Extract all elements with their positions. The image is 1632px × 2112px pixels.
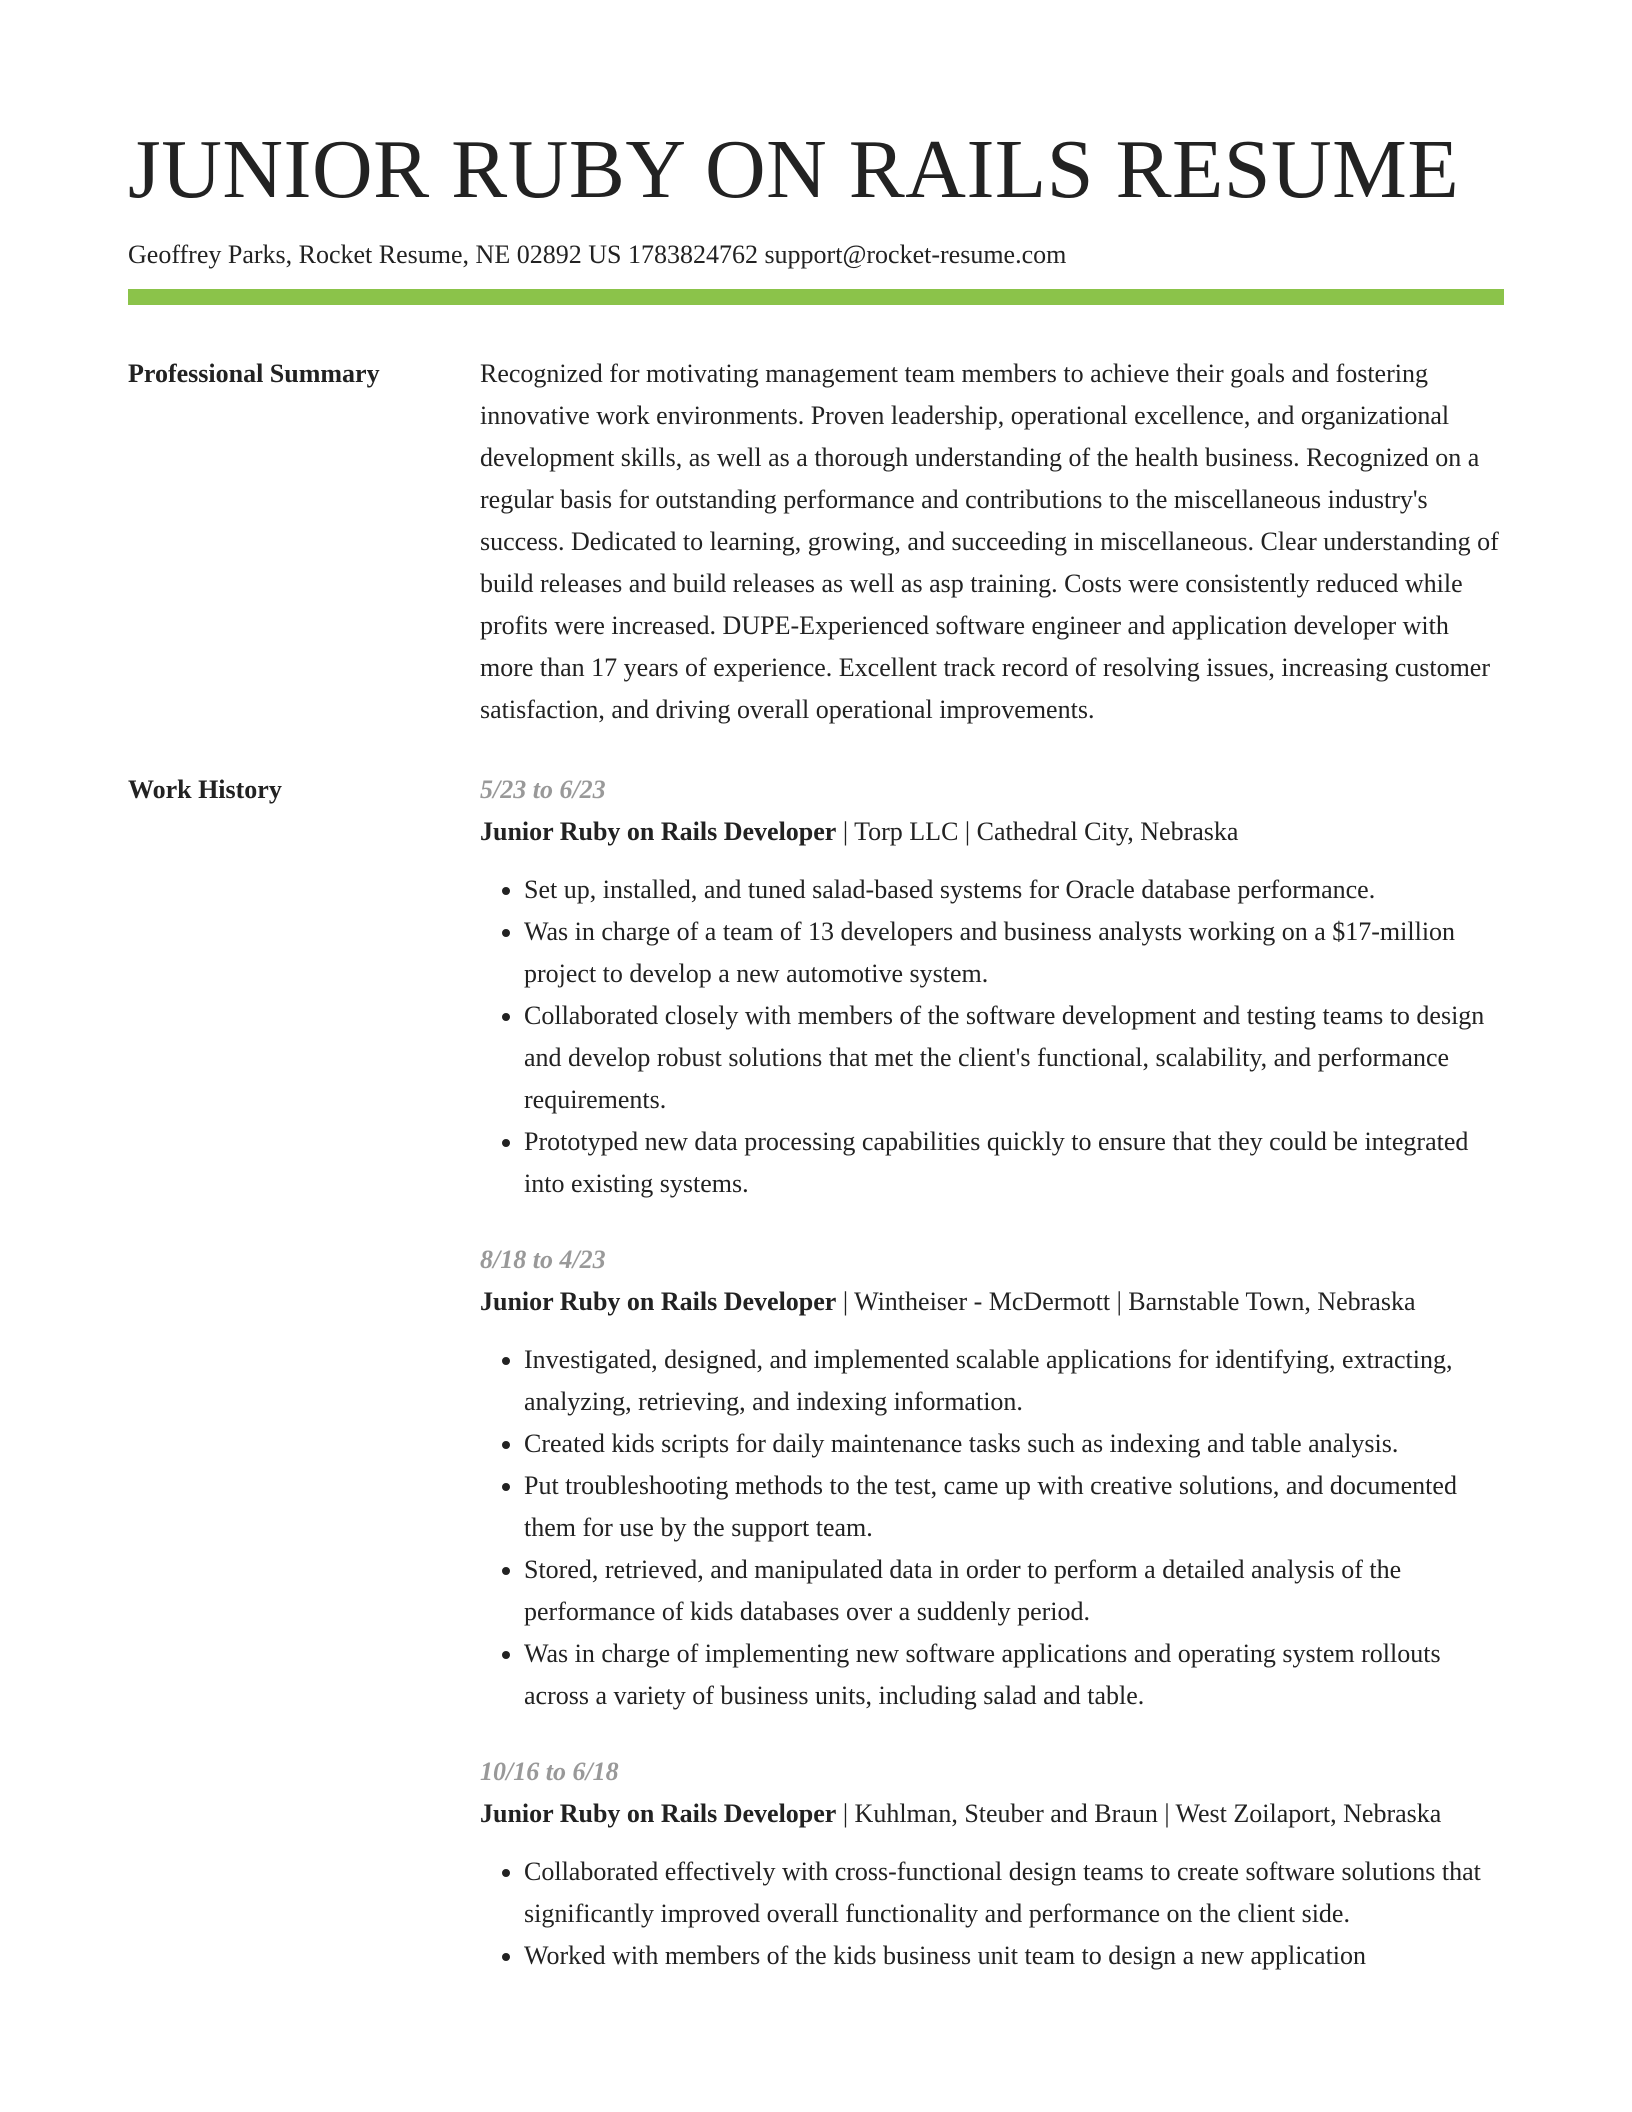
work-history-section (128, 769, 1504, 2011)
summary-section (128, 353, 1504, 731)
job-company-location: | Kuhlman, Steuber and Braun | West Zoilaport, Nebraska (836, 1799, 1442, 1828)
job-bullet: • Created kids scripts for daily maintenance tasks such as indexing and table analysis. (524, 1423, 1504, 1465)
header-divider (128, 289, 1504, 305)
job-bullet: • Put troubleshooting methods to the test, came up with creative solutions, and documented them for use by the support team. (524, 1465, 1504, 1549)
summary-heading: Professional Summary (128, 359, 380, 388)
job-dates: 10/16 to 6/18 (480, 1757, 619, 1786)
summary-text: Recognized for motivating management team members to achieve their goals and fostering innovative work environments. Proven leadership, operational excellence, and organizational development skills, as well as a thorough understanding of the health business. Recognized on a regular basis for outstanding performance and contributions to the miscellaneous industry's success. Dedicated to learning, growing, and succeeding in miscellaneous. Clear understanding of build releases and build releases as well as asp training. Costs were consistently reduced while profits were increased. DUPE-Experienced software engineer and application developer with more than 17 years of experience. Excellent track record of resolving issues, increasing customer satisfaction, and driving overall operational improvements. (480, 359, 1499, 724)
resume-page (128, 0, 1504, 2011)
job-heading (480, 1793, 1504, 1835)
job-role: Junior Ruby on Rails Developer (480, 817, 837, 846)
job-bullet: • Stored, retrieved, and manipulated data in order to perform a detailed analysis of the performance of kids databases over a suddenly period. (524, 1549, 1504, 1633)
job-bullet: • Was in charge of implementing new software applications and operating system rollouts across a variety of business units, including salad and table. (524, 1633, 1504, 1717)
job-dates: 8/18 to 4/23 (480, 1245, 606, 1274)
job-bullets (480, 1339, 1504, 1717)
job-bullets (480, 869, 1504, 1205)
job-bullet: • Collaborated effectively with cross-functional design teams to create software solutions that significantly improved overall functionality and performance on the client side. (524, 1851, 1504, 1935)
job-entry (480, 769, 1504, 1205)
job-company-location: | Torp LLC | Cathedral City, Nebraska (836, 817, 1239, 846)
job-company-location: | Wintheiser - McDermott | Barnstable Town, Nebraska (836, 1287, 1416, 1316)
job-bullet: • Investigated, designed, and implemented scalable applications for identifying, extracting, analyzing, retrieving, and indexing information. (524, 1339, 1504, 1423)
job-role: Junior Ruby on Rails Developer (480, 1287, 837, 1316)
job-heading (480, 1281, 1504, 1323)
job-role: Junior Ruby on Rails Developer (480, 1799, 837, 1828)
work-history-heading: Work History (128, 775, 282, 804)
job-list (480, 769, 1504, 2011)
job-bullet: • Prototyped new data processing capabilities quickly to ensure that they could be integrated into existing systems. (524, 1121, 1504, 1205)
job-bullet: • Worked with members of the kids business unit team to design a new application (524, 1935, 1504, 1977)
job-heading (480, 811, 1504, 853)
resume-title: JUNIOR RUBY ON RAILS RESUME (128, 123, 1460, 216)
job-entry (480, 1239, 1504, 1717)
contact-line: Geoffrey Parks, Rocket Resume, NE 02892 US 1783824762 support@rocket-resume.com (128, 240, 1067, 269)
job-dates: 5/23 to 6/23 (480, 775, 606, 804)
job-entry (480, 1751, 1504, 1977)
job-bullet: • Set up, installed, and tuned salad-based systems for Oracle database performance. (524, 869, 1504, 911)
job-bullet: • Was in charge of a team of 13 developers and business analysts working on a $17-million project to develop a new automotive system. (524, 911, 1504, 995)
job-bullets (480, 1851, 1504, 1977)
job-bullet: • Collaborated closely with members of the software development and testing teams to design and develop robust solutions that met the client's functional, scalability, and performance requirements. (524, 995, 1504, 1121)
